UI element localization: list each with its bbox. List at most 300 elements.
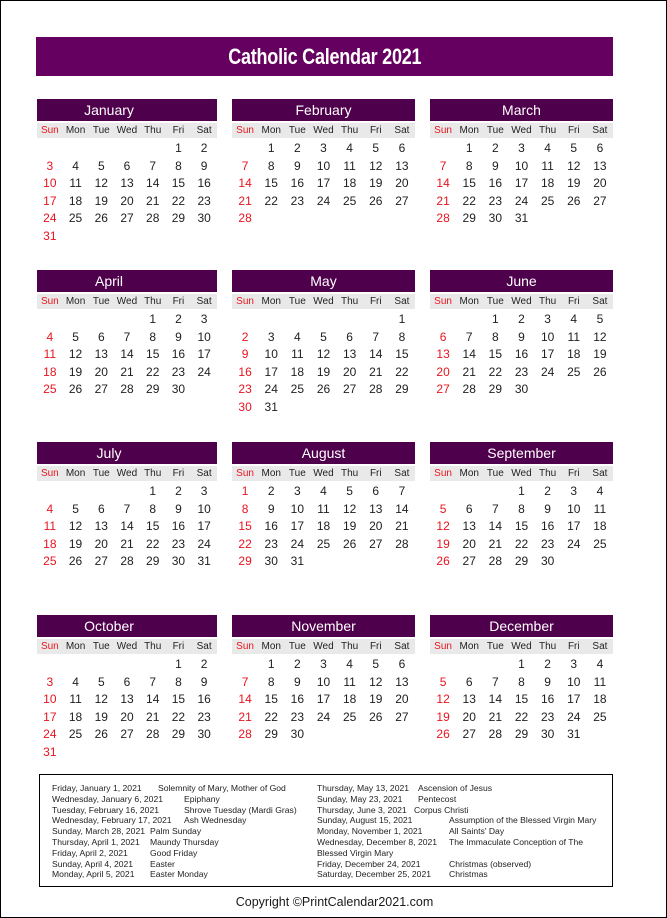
- month-january: [37, 99, 217, 246]
- holiday-row: [317, 859, 609, 870]
- month-name: December: [489, 618, 554, 634]
- day-cell: 8: [267, 158, 275, 173]
- month-header: [232, 270, 415, 292]
- day-cell: 23: [171, 364, 186, 379]
- day-cell: 23: [488, 193, 503, 208]
- day-cell: 13: [369, 501, 383, 516]
- day-cell: 27: [342, 382, 357, 397]
- weekday-label: Sat: [196, 296, 212, 307]
- empty-day: [88, 483, 114, 501]
- day-cell: 17: [264, 364, 278, 379]
- month-name: September: [487, 445, 556, 461]
- day-cell: 25: [43, 382, 57, 397]
- holiday-name: Epiphany: [184, 793, 220, 804]
- day-cell: 19: [436, 709, 450, 724]
- holiday-row: [52, 815, 312, 826]
- day-cell: 8: [267, 674, 275, 689]
- day-cell: 14: [369, 347, 383, 362]
- day-cell: 16: [488, 176, 503, 191]
- weekday-header: [430, 294, 613, 309]
- weekday-label: Tue: [486, 641, 504, 652]
- day-cell: 5: [320, 329, 327, 344]
- day-cell: 24: [197, 536, 211, 551]
- day-cell: 1: [492, 312, 499, 326]
- day-cell: 6: [398, 141, 406, 155]
- holiday-date: Thursday, May 13, 2021: [317, 783, 410, 793]
- month-header: [232, 615, 415, 637]
- day-cell: 10: [197, 501, 211, 516]
- holiday-name: The Immaculate Conception of The: [449, 836, 584, 847]
- month-name: August: [301, 445, 346, 461]
- holidays-column-left: [52, 783, 312, 880]
- empty-day: [310, 311, 336, 329]
- weekday-label: Fri: [567, 296, 580, 307]
- day-cell: 29: [238, 554, 252, 569]
- day-cell: 21: [436, 193, 450, 208]
- day-cell: 28: [436, 211, 450, 226]
- day-cell: 20: [120, 709, 134, 724]
- weekday-label: Thu: [539, 125, 557, 136]
- day-cell: 19: [68, 536, 83, 551]
- day-cell: 5: [346, 484, 353, 498]
- empty-day: [63, 311, 89, 329]
- day-cell: 18: [593, 692, 607, 707]
- day-cell: 31: [514, 211, 529, 226]
- day-cell: 20: [462, 709, 476, 724]
- empty-day: [456, 311, 482, 329]
- weekday-label: Fri: [567, 641, 580, 652]
- holiday-date: Friday, April 2, 2021: [52, 847, 128, 858]
- day-cell: 11: [43, 519, 57, 534]
- day-cell: 6: [372, 484, 380, 498]
- day-cell: 2: [175, 484, 182, 498]
- day-cell: 28: [120, 382, 134, 397]
- day-cell: 18: [342, 692, 357, 707]
- day-cell: 23: [197, 193, 211, 208]
- day-cell: 14: [120, 519, 134, 534]
- weekday-label: Fri: [369, 641, 382, 652]
- month-may: [232, 270, 415, 417]
- day-cell: 20: [120, 193, 134, 208]
- day-cell: 11: [43, 347, 57, 362]
- weekday-label: Mon: [261, 468, 281, 479]
- day-cell: 20: [342, 364, 357, 379]
- day-cell: 13: [94, 347, 108, 362]
- day-cell: 24: [316, 193, 331, 208]
- day-cell: 4: [346, 657, 353, 671]
- day-cell: 26: [436, 727, 450, 742]
- month-name: May: [310, 273, 337, 289]
- day-cell: 16: [171, 519, 186, 534]
- day-cell: 15: [488, 347, 503, 362]
- day-cell: 26: [436, 554, 450, 569]
- day-cell: 29: [514, 554, 529, 569]
- weekday-label: Fri: [172, 641, 185, 652]
- day-cell: 24: [197, 364, 211, 379]
- weekday-label: Thu: [539, 468, 557, 479]
- day-cell: 30: [540, 727, 555, 742]
- month-header: [430, 99, 613, 121]
- holiday-date: Wednesday, January 6, 2021: [52, 793, 163, 804]
- day-cell: 12: [369, 158, 383, 173]
- holiday-name: Easter: [150, 858, 175, 869]
- day-cell: 7: [465, 329, 473, 344]
- day-cell: 6: [346, 329, 353, 344]
- day-cell: 14: [488, 519, 503, 534]
- weekday-label: Fri: [172, 125, 185, 136]
- weekday-label: Wed: [511, 468, 532, 479]
- days-grid: [232, 656, 415, 744]
- day-cell: 19: [369, 176, 383, 191]
- empty-day: [114, 656, 140, 674]
- holiday-row: [52, 794, 312, 805]
- month-header: [430, 615, 613, 637]
- day-cell: 3: [200, 484, 208, 498]
- holiday-date: Sunday, May 23, 2021: [317, 793, 403, 804]
- empty-day: [88, 311, 114, 329]
- day-cell: 26: [567, 193, 581, 208]
- day-cell: 19: [342, 519, 357, 534]
- day-cell: 21: [395, 519, 409, 534]
- day-cell: 29: [462, 211, 476, 226]
- day-cell: 27: [120, 211, 134, 226]
- day-cell: 1: [518, 657, 525, 671]
- day-cell: 18: [68, 193, 83, 208]
- month-name: November: [291, 618, 356, 634]
- holiday-name: Solemnity of Mary, Mother of God: [158, 783, 286, 793]
- day-cell: 9: [294, 674, 301, 689]
- day-cell: 22: [514, 536, 529, 551]
- day-cell: 9: [175, 329, 182, 344]
- weekday-label: Tue: [288, 468, 306, 479]
- day-cell: 10: [567, 501, 581, 516]
- day-cell: 30: [171, 382, 186, 397]
- day-cell: 3: [267, 329, 275, 344]
- holiday-date: Sunday, August 15, 2021: [317, 815, 413, 826]
- holiday-date: Thursday, June 3, 2021: [317, 804, 407, 815]
- day-cell: 15: [514, 692, 529, 707]
- day-cell: 4: [46, 501, 54, 516]
- day-cell: 3: [518, 141, 525, 155]
- day-cell: 7: [149, 674, 157, 689]
- day-cell: 8: [398, 329, 406, 344]
- day-cell: 2: [518, 312, 525, 326]
- day-cell: 19: [567, 176, 581, 191]
- month-august: [232, 442, 415, 571]
- month-name: October: [84, 618, 134, 634]
- day-cell: 2: [544, 657, 551, 671]
- empty-day: [140, 656, 166, 674]
- holiday-date: Friday, January 1, 2021: [52, 783, 142, 793]
- day-cell: 1: [267, 657, 275, 671]
- day-cell: 7: [123, 329, 131, 344]
- day-cell: 14: [120, 347, 134, 362]
- day-cell: 16: [171, 347, 186, 362]
- day-cell: 13: [436, 347, 450, 362]
- day-cell: 23: [540, 536, 555, 551]
- month-name: April: [94, 273, 123, 289]
- weekday-label: Tue: [92, 125, 110, 136]
- day-cell: 2: [544, 484, 551, 498]
- day-cell: 30: [514, 382, 529, 397]
- day-cell: 28: [488, 727, 503, 742]
- empty-day: [284, 311, 310, 329]
- weekday-label: Tue: [288, 125, 306, 136]
- holiday-row: [317, 826, 609, 837]
- holiday-name: Christmas: [449, 869, 488, 880]
- day-cell: 5: [97, 674, 105, 689]
- day-cell: 15: [264, 176, 278, 191]
- days-grid: [37, 311, 217, 399]
- weekday-label: Tue: [92, 296, 110, 307]
- day-cell: 7: [149, 158, 157, 173]
- weekday-label: Tue: [486, 125, 504, 136]
- day-cell: 14: [146, 176, 160, 191]
- day-cell: 6: [596, 141, 604, 155]
- holiday-date: Monday, April 5, 2021: [52, 869, 135, 880]
- day-cell: 31: [567, 727, 581, 742]
- day-cell: 12: [436, 692, 450, 707]
- day-cell: 11: [343, 674, 356, 689]
- weekday-header: [232, 466, 415, 481]
- weekday-label: Thu: [341, 296, 359, 307]
- day-cell: 1: [398, 312, 406, 326]
- empty-day: [232, 311, 258, 329]
- day-cell: 20: [395, 176, 409, 191]
- day-cell: 7: [492, 674, 499, 689]
- day-cell: 9: [175, 501, 182, 516]
- weekday-label: Mon: [65, 125, 86, 136]
- weekday-label: Sat: [196, 641, 212, 652]
- day-cell: 17: [197, 519, 211, 534]
- day-cell: 4: [46, 329, 54, 344]
- day-cell: 3: [320, 657, 327, 671]
- day-cell: 27: [462, 554, 476, 569]
- day-cell: 10: [264, 347, 278, 362]
- day-cell: 18: [68, 709, 83, 724]
- day-cell: 10: [43, 692, 57, 707]
- day-cell: 24: [567, 536, 581, 551]
- weekday-label: Wed: [313, 468, 334, 479]
- empty-day: [430, 311, 456, 329]
- empty-day: [37, 311, 63, 329]
- weekday-label: Sun: [236, 641, 254, 652]
- day-cell: 25: [593, 709, 607, 724]
- month-name: February: [295, 102, 352, 118]
- day-cell: 5: [372, 657, 380, 671]
- day-cell: 22: [146, 536, 160, 551]
- day-cell: 29: [146, 382, 160, 397]
- day-cell: 13: [395, 674, 409, 689]
- day-cell: 7: [123, 501, 131, 516]
- weekday-label: Sat: [394, 641, 410, 652]
- day-cell: 24: [264, 382, 278, 397]
- day-cell: 2: [267, 484, 275, 498]
- empty-day: [337, 311, 363, 329]
- page-title: [36, 37, 613, 76]
- weekday-label: Thu: [144, 296, 162, 307]
- day-cell: 23: [197, 709, 211, 724]
- day-cell: 10: [316, 158, 331, 173]
- day-cell: 15: [238, 519, 252, 534]
- empty-day: [232, 656, 258, 674]
- holiday-row: [317, 848, 609, 859]
- weekday-label: Fri: [369, 296, 382, 307]
- month-march: [430, 99, 613, 228]
- day-cell: 1: [175, 657, 182, 671]
- day-cell: 25: [342, 709, 357, 724]
- month-header: [232, 442, 415, 464]
- day-cell: 27: [462, 727, 476, 742]
- day-cell: 17: [540, 347, 555, 362]
- empty-day: [140, 140, 166, 158]
- holiday-date: Thursday, April 1, 2021: [52, 836, 140, 847]
- holiday-name: Ash Wednesday: [184, 815, 247, 826]
- day-cell: 20: [593, 176, 607, 191]
- day-cell: 15: [146, 519, 160, 534]
- month-november: [232, 615, 415, 744]
- day-cell: 14: [238, 692, 252, 707]
- day-cell: 5: [372, 141, 380, 155]
- day-cell: 2: [294, 141, 301, 155]
- day-cell: 22: [264, 193, 278, 208]
- day-cell: 18: [290, 364, 305, 379]
- day-cell: 5: [97, 158, 105, 173]
- holiday-date: Tuesday, February 16, 2021: [52, 804, 160, 815]
- weekday-label: Sat: [394, 125, 410, 136]
- day-cell: 12: [593, 329, 607, 344]
- day-cell: 21: [369, 364, 383, 379]
- day-cell: 11: [567, 329, 580, 344]
- day-cell: 7: [372, 329, 380, 344]
- holiday-row: [317, 794, 609, 805]
- day-cell: 17: [316, 176, 331, 191]
- day-cell: 4: [72, 674, 79, 689]
- month-header: [430, 270, 613, 292]
- day-cell: 17: [567, 519, 581, 534]
- day-cell: 8: [518, 501, 525, 516]
- day-cell: 26: [342, 536, 357, 551]
- weekday-label: Sat: [394, 296, 410, 307]
- weekday-label: Tue: [92, 641, 110, 652]
- day-cell: 20: [369, 519, 383, 534]
- day-cell: 23: [290, 193, 305, 208]
- weekday-label: Fri: [369, 468, 382, 479]
- day-cell: 29: [488, 382, 503, 397]
- day-cell: 9: [267, 501, 275, 516]
- weekday-label: Sun: [434, 468, 452, 479]
- day-cell: 31: [197, 554, 211, 569]
- holiday-name: Ascension of Jesus: [418, 783, 493, 793]
- weekday-label: Wed: [313, 296, 334, 307]
- day-cell: 27: [436, 382, 450, 397]
- day-cell: 15: [171, 692, 186, 707]
- day-cell: 31: [43, 228, 57, 243]
- day-cell: 21: [462, 364, 476, 379]
- day-cell: 5: [439, 501, 447, 516]
- day-cell: 30: [540, 554, 555, 569]
- day-cell: 16: [238, 364, 252, 379]
- day-cell: 14: [462, 347, 476, 362]
- month-name: July: [96, 445, 122, 461]
- empty-day: [456, 656, 482, 674]
- day-cell: 20: [462, 536, 476, 551]
- weekday-label: Mon: [459, 125, 479, 136]
- day-cell: 31: [290, 554, 305, 569]
- day-cell: 13: [94, 519, 108, 534]
- day-cell: 4: [596, 484, 604, 498]
- day-cell: 24: [290, 536, 305, 551]
- day-cell: 11: [317, 501, 330, 516]
- weekday-label: Sun: [434, 125, 452, 136]
- days-grid: [430, 483, 613, 571]
- weekday-label: Sat: [592, 468, 608, 479]
- day-cell: 13: [342, 347, 357, 362]
- weekday-label: Wed: [511, 641, 532, 652]
- weekday-label: Sat: [592, 641, 608, 652]
- day-cell: 4: [320, 484, 327, 498]
- weekday-label: Wed: [511, 296, 532, 307]
- day-cell: 26: [369, 193, 383, 208]
- day-cell: 14: [146, 692, 160, 707]
- day-cell: 18: [43, 536, 57, 551]
- month-september: [430, 442, 613, 571]
- day-cell: 5: [439, 674, 447, 689]
- month-name: March: [502, 102, 541, 118]
- day-cell: 6: [465, 501, 473, 516]
- holiday-row: [317, 815, 609, 826]
- weekday-label: Fri: [567, 468, 580, 479]
- day-cell: 26: [68, 554, 83, 569]
- day-cell: 18: [593, 519, 607, 534]
- day-cell: 6: [439, 329, 447, 344]
- empty-day: [363, 311, 389, 329]
- day-cell: 21: [146, 709, 160, 724]
- day-cell: 4: [544, 141, 551, 155]
- day-cell: 8: [175, 674, 182, 689]
- month-february: [232, 99, 415, 228]
- weekday-label: Tue: [92, 468, 110, 479]
- day-cell: 8: [149, 329, 157, 344]
- weekday-label: Thu: [144, 125, 162, 136]
- day-cell: 4: [72, 158, 79, 173]
- day-cell: 26: [94, 727, 108, 742]
- holiday-row: [52, 859, 312, 870]
- weekday-header: [430, 639, 613, 654]
- empty-day: [482, 483, 508, 501]
- day-cell: 29: [395, 382, 409, 397]
- day-cell: 6: [97, 501, 105, 516]
- day-cell: 13: [120, 176, 134, 191]
- day-cell: 5: [570, 141, 578, 155]
- day-cell: 1: [149, 312, 157, 326]
- empty-day: [430, 483, 456, 501]
- weekday-label: Sat: [394, 468, 410, 479]
- day-cell: 24: [316, 709, 331, 724]
- month-header: [430, 442, 613, 464]
- day-cell: 29: [264, 727, 278, 742]
- day-cell: 1: [465, 141, 473, 155]
- day-cell: 30: [197, 727, 211, 742]
- day-cell: 12: [369, 674, 383, 689]
- days-grid: [430, 140, 613, 228]
- weekday-label: Sun: [40, 641, 59, 652]
- weekday-label: Wed: [116, 641, 138, 652]
- day-cell: 4: [294, 329, 301, 344]
- day-cell: 7: [492, 501, 499, 516]
- day-cell: 17: [290, 519, 305, 534]
- day-cell: 9: [544, 501, 551, 516]
